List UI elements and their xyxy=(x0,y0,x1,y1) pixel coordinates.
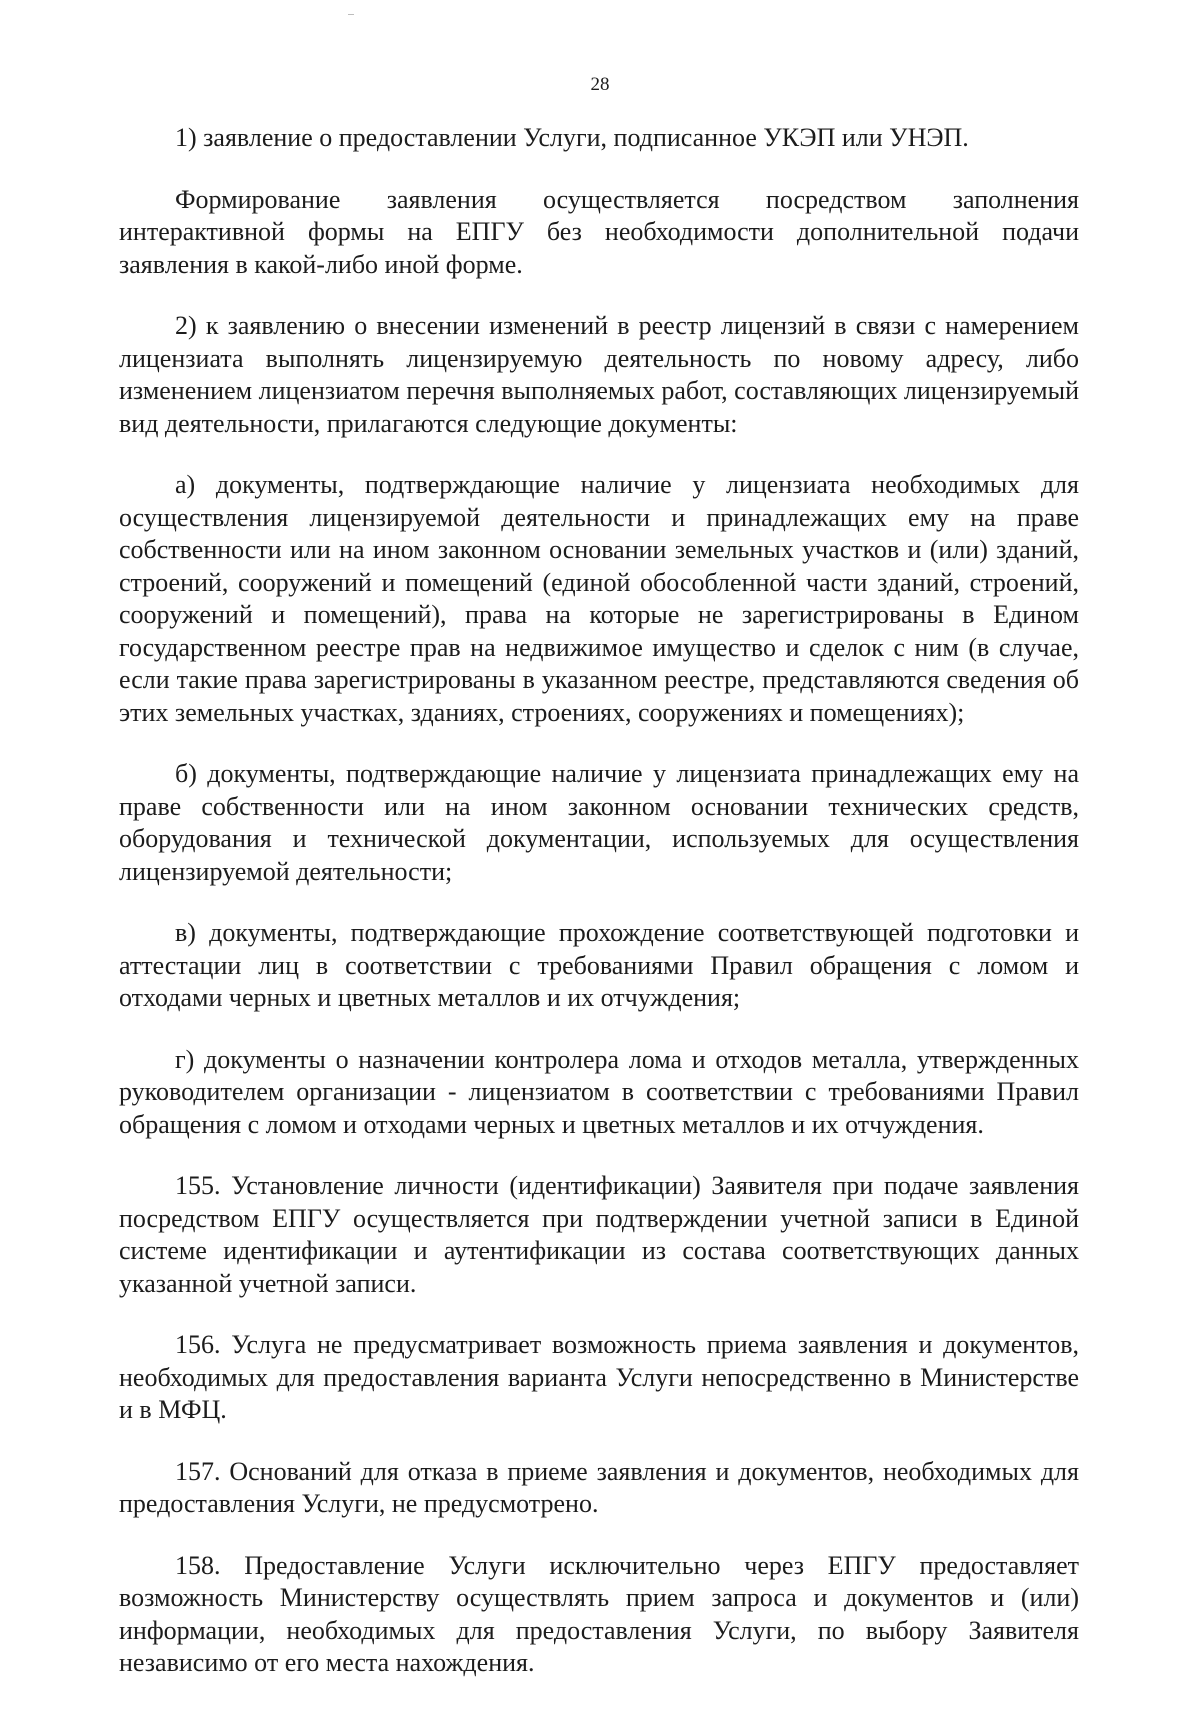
paragraph-item-1-application: 1) заявление о предоставлении Услуги, подписанное УКЭП или УНЭП. xyxy=(175,123,969,152)
paragraph-subitem-a: а) документы, подтверждающие наличие у лицензиата необходимых для осуществления лицензируемой деятельности и принадлежащих ему на праве собственности или на ином законном основании земельных участков и (или) зданий, строений, сооружений и помещений (единой обособленной части зданий, строений, сооружений и помещений), права на которые не зарегистрированы в Едином государственном реестре прав на недвижимое имущество и сделок с ним (в случае, если такие права зарегистрированы в указанном реестре, представляются сведения об этих земельных участках, зданиях, строениях, сооружениях и помещениях); xyxy=(119,470,1079,727)
paragraph-subitem-g: г) документы о назначении контролера лома и отходов металла, утвержденных руководителем организации - лицензиатом в соответствии с требованиями Правил обращения с ломом и отходами черных и цветных металлов и их отчуждения. xyxy=(119,1044,1079,1139)
paragraph-application-forming: Формирование заявления осуществляется посредством заполнения интерактивной формы на ЕПГУ без необходимости дополнительной подачи заявления в какой-либо иной форме. xyxy=(119,184,1079,279)
paragraph-clause-156: 156. Услуга не предусматривает возможность приема заявления и документов, необходимых для предоставления варианта Услуги непосредственно в Министерстве и в МФЦ. xyxy=(119,1330,1079,1424)
paragraph-subitem-b: б) документы, подтверждающие наличие у лицензиата принадлежащих ему на праве собственности или на ином законном основании технических средств, оборудования и технической документации, используемых для осуществления лицензируемой деятельности; xyxy=(119,759,1079,886)
paragraph-clause-158: 158. Предоставление Услуги исключительно через ЕПГУ предоставляет возможность Министерству осуществлять прием запроса и документов и (или) информации, необходимых для предоставления Услуги, по выбору Заявителя независимо от его места нахождения. xyxy=(119,1550,1079,1677)
paragraph-clause-157: 157. Оснований для отказа в приеме заявления и документов, необходимых для предоставления Услуги, не предусмотрено. xyxy=(119,1456,1079,1518)
paragraph-item-2-registry-changes: 2) к заявлению о внесении изменений в реестр лицензий в связи с намерением лицензиата выполнять лицензируемую деятельность по новому адресу, либо изменением лицензиатом перечня выполняемых работ, составляющих лицензируемый вид деятельности, прилагаются следующие документы: xyxy=(119,311,1079,438)
page-number: 28 xyxy=(590,74,610,95)
paragraph-subitem-v: в) документы, подтверждающие прохождение соответствующей подготовки и аттестации лиц в соответствии с требованиями Правил обращения с ломом и отходами черных и цветных металлов и их отчуждения; xyxy=(119,918,1079,1012)
scan-artifact xyxy=(348,14,354,15)
page-body xyxy=(119,122,1079,1709)
paragraph-clause-155: 155. Установление личности (идентификации) Заявителя при подаче заявления посредством ЕПГУ осуществляется при подтверждении учетной записи в Единой системе идентификации и аутентификации из состава соответствующих данных указанной учетной записи. xyxy=(119,1171,1079,1298)
